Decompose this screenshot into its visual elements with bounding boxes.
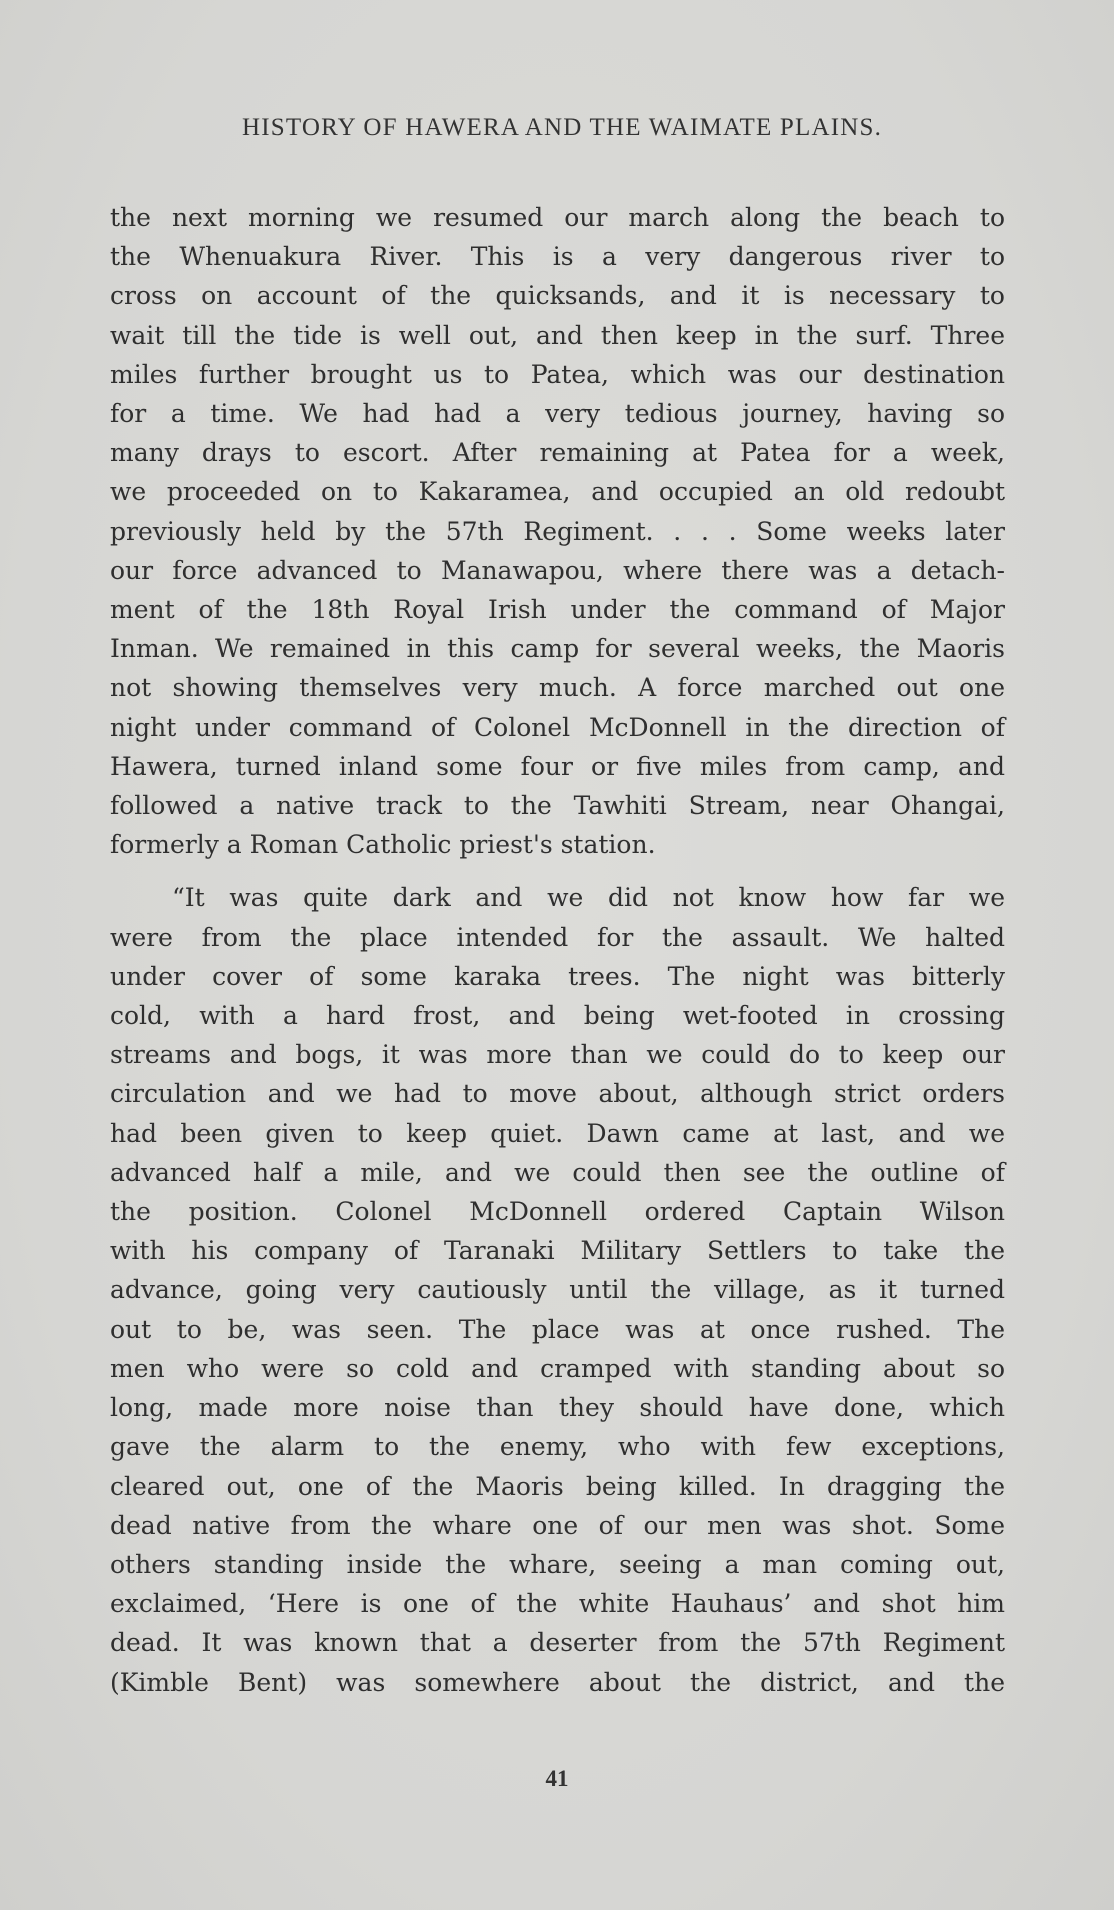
- body-text: [110, 198, 1005, 1702]
- paragraph: [110, 878, 1005, 1701]
- text-line: cold, with a hard frost, and being wet-footed in crossing: [110, 1001, 1005, 1031]
- text-line: Hawera, turned inland some four or five miles from camp, and: [110, 751, 1005, 781]
- text-line: not showing themselves very much. A force marched out one: [110, 673, 1005, 703]
- page-number: 41: [545, 1766, 569, 1791]
- text-line: ment of the 18th Royal Irish under the command of Major: [110, 595, 1005, 625]
- text-line: the next morning we resumed our march along the beach to: [110, 203, 1005, 232]
- text-line: long, made more noise than they should have done, which: [110, 1393, 1005, 1423]
- text-line: for a time. We had had a very tedious journey, having so: [110, 399, 1005, 429]
- text-line: dead native from the whare one of our men was shot. Some: [110, 1510, 1005, 1540]
- text-line: cleared out, one of the Maoris being killed. In dragging the: [110, 1471, 1005, 1501]
- paragraph-gap: [110, 864, 1005, 878]
- text-line: followed a native track to the Tawhiti Stream, near Ohangai,: [110, 791, 1005, 821]
- text-line: circulation and we had to move about, although strict orders: [110, 1079, 1005, 1109]
- text-line: wait till the tide is well out, and then keep in the surf. Three: [110, 320, 1005, 350]
- text-line: miles further brought us to Patea, which was our destination: [110, 359, 1005, 389]
- text-line: (Kimble Bent) was somewhere about the district, and the: [110, 1667, 1005, 1697]
- text-line: we proceeded on to Kakaramea, and occupied an old redoubt: [110, 477, 1005, 507]
- text-line: others standing inside the whare, seeing a man coming out,: [110, 1549, 1005, 1579]
- text-line: out to be, was seen. The place was at once rushed. The: [110, 1314, 1005, 1344]
- text-line: previously held by the 57th Regiment. . . . Some weeks later: [110, 516, 1005, 546]
- text-line: had been given to keep quiet. Dawn came at last, and we: [110, 1118, 1005, 1148]
- text-line: night under command of Colonel McDonnell in the direction of: [110, 712, 1005, 742]
- text-line: cross on account of the quicksands, and it is necessary to: [110, 281, 1005, 311]
- text-line: the Whenuakura River. This is a very dangerous river to: [110, 242, 1005, 272]
- text-line: under cover of some karaka trees. The night was bitterly: [110, 961, 1005, 991]
- text-line: men who were so cold and cramped with standing about so: [110, 1353, 1005, 1383]
- text-line: advance, going very cautiously until the village, as it turned: [110, 1275, 1005, 1305]
- text-line: streams and bogs, it was more than we could do to keep our: [110, 1040, 1005, 1070]
- text-line: advanced half a mile, and we could then see the outline of: [110, 1157, 1005, 1187]
- text-line: gave the alarm to the enemy, who with few exceptions,: [110, 1432, 1005, 1462]
- text-line: exclaimed, ‘Here is one of the white Hauhaus’ and shot him: [110, 1589, 1005, 1619]
- paragraph: [110, 198, 1005, 864]
- text-line: with his company of Taranaki Military Settlers to take the: [110, 1236, 1005, 1266]
- text-line: dead. It was known that a deserter from the 57th Regiment: [110, 1628, 1005, 1658]
- text-line: formerly a Roman Catholic priest's station.: [110, 830, 656, 860]
- running-header: HISTORY OF HAWERA AND THE WAIMATE PLAINS.: [241, 114, 883, 141]
- text-line: were from the place intended for the assault. We halted: [110, 922, 1005, 952]
- text-line: “It was quite dark and we did not know how far we: [172, 883, 1005, 913]
- text-line: our force advanced to Manawapou, where there was a detach-: [110, 555, 1005, 585]
- text-line: Inman. We remained in this camp for several weeks, the Maoris: [110, 634, 1005, 664]
- text-line: many drays to escort. After remaining at Patea for a week,: [110, 438, 1005, 468]
- text-line: the position. Colonel McDonnell ordered Captain Wilson: [110, 1197, 1005, 1227]
